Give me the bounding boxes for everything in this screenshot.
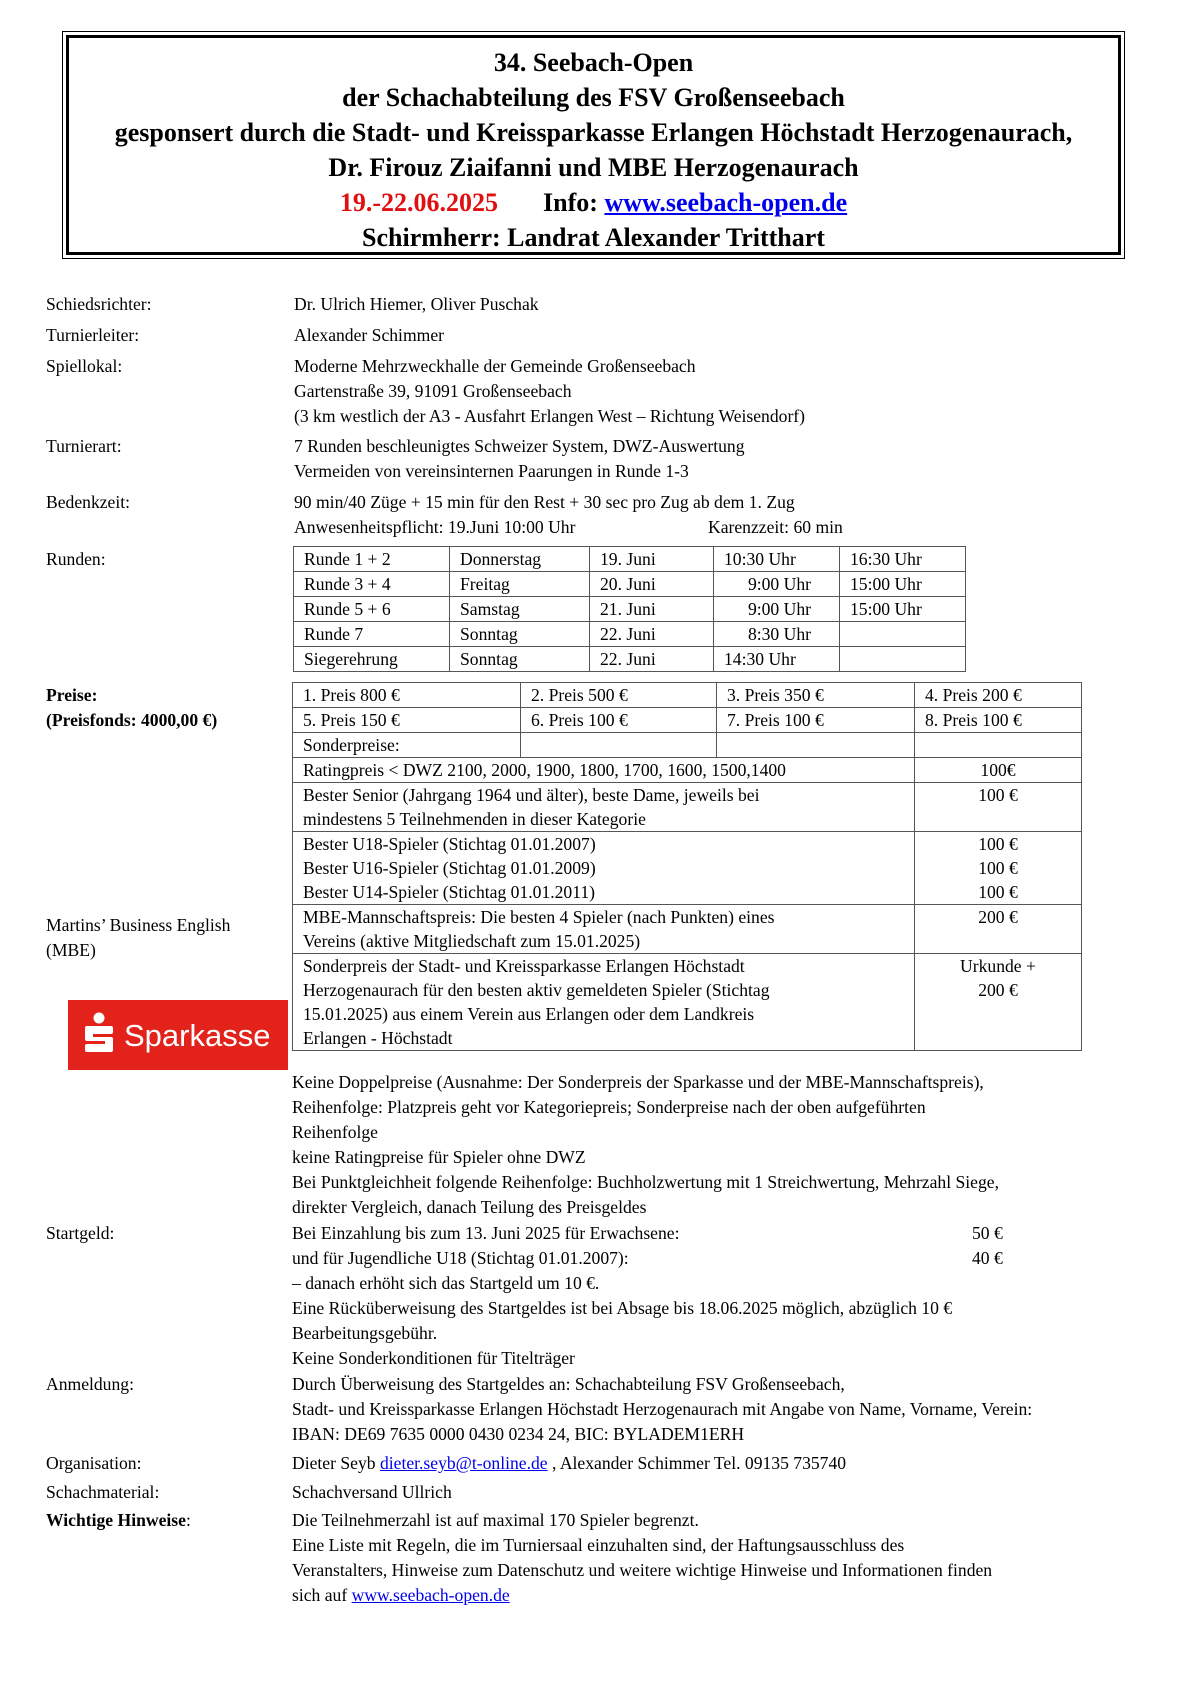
sparkasse-s-icon bbox=[82, 1012, 116, 1058]
table-row bbox=[294, 547, 966, 572]
header-dates: 19.-22.06.2025 bbox=[339, 188, 499, 217]
rounds-table bbox=[293, 546, 966, 672]
rounds-cell: Samstag bbox=[450, 597, 590, 622]
mbe-value: 200 € bbox=[915, 905, 1082, 954]
rounds-cell: Runde 5 + 6 bbox=[294, 597, 450, 622]
anmeldung-line: Stadt- und Kreissparkasse Erlangen Höchstadt Herzogenaurach mit Angabe von Name, Vorname, Verein: bbox=[292, 1399, 1033, 1419]
turnierart-line: 7 Runden beschleunigtes Schweizer System, DWZ-Auswertung bbox=[294, 436, 745, 456]
runden-label: Runden: bbox=[46, 549, 106, 569]
senior-value: 100 € bbox=[915, 783, 1082, 832]
turnierart-value bbox=[294, 434, 1154, 484]
spiellokal-label: Spiellokal: bbox=[46, 356, 123, 376]
rounds-cell: 22. Juni bbox=[590, 622, 714, 647]
anmeldung-line: Durch Überweisung des Startgeldes an: Schachabteilung FSV Großenseebach, bbox=[292, 1374, 845, 1394]
preise-label: Preise: bbox=[46, 685, 98, 705]
mbe-line: Vereins (aktive Mitgliedschaft zum 15.01.2025) bbox=[303, 931, 641, 951]
youth-line: Bester U18-Spieler (Stichtag 01.01.2007) bbox=[303, 834, 596, 854]
sparkasse-desc bbox=[293, 954, 915, 1051]
rounds-cell: Runde 7 bbox=[294, 622, 450, 647]
anwesenheit-line bbox=[294, 515, 1154, 540]
startgeld-line: Eine Rücküberweisung des Startgeldes ist bei Absage bis 18.06.2025 möglich, abzüglich 10 € bbox=[292, 1298, 953, 1318]
table-row bbox=[294, 647, 966, 672]
rounds-cell: Runde 1 + 2 bbox=[294, 547, 450, 572]
sparkasse-logo-text: Sparkasse bbox=[124, 1017, 271, 1053]
sparkasse-line: Sonderpreis der Stadt- und Kreissparkasse Erlangen Höchstadt bbox=[303, 956, 745, 976]
rounds-cell: 9:00 Uhr bbox=[714, 572, 840, 597]
prize-cell: 3. Preis 350 € bbox=[717, 683, 915, 708]
rounds-cell: 15:00 Uhr bbox=[840, 597, 966, 622]
mbe-label-line: Martins’ Business English bbox=[46, 915, 231, 935]
hinweise-value bbox=[292, 1508, 1172, 1608]
sparkasse-value-line: Urkunde + bbox=[960, 956, 1036, 976]
empty-cell bbox=[915, 733, 1082, 758]
hinweise-colon: : bbox=[185, 1510, 191, 1530]
table-row bbox=[293, 905, 1082, 954]
table-row bbox=[293, 954, 1082, 1051]
anmeldung-value bbox=[292, 1372, 1172, 1447]
prize-cell: 5. Preis 150 € bbox=[293, 708, 521, 733]
hinweise-line bbox=[292, 1583, 1172, 1608]
sparkasse-line: Erlangen - Höchstadt bbox=[303, 1028, 453, 1048]
rounds-cell: 22. Juni bbox=[590, 647, 714, 672]
startgeld-line: Keine Sonderkonditionen für Titelträger bbox=[292, 1348, 575, 1368]
table-row bbox=[293, 683, 1082, 708]
schachmaterial-value: Schachversand Ullrich bbox=[292, 1482, 452, 1502]
karenzzeit: Karenzzeit: 60 min bbox=[708, 517, 843, 537]
empty-cell bbox=[521, 733, 717, 758]
organisation-value bbox=[292, 1451, 1172, 1476]
turnierleiter-value: Alexander Schimmer bbox=[294, 325, 444, 345]
sparkasse-logo bbox=[68, 1000, 288, 1070]
senior-desc bbox=[293, 783, 915, 832]
sparkasse-value-line: 200 € bbox=[978, 980, 1018, 1000]
note-line: keine Ratingpreise für Spieler ohne DWZ bbox=[292, 1147, 586, 1167]
hinweise-label bbox=[46, 1508, 286, 1533]
sparkasse-value bbox=[915, 954, 1082, 1051]
turnierleiter-label: Turnierleiter: bbox=[46, 325, 140, 345]
table-row bbox=[293, 758, 1082, 783]
rounds-cell: Freitag bbox=[450, 572, 590, 597]
senior-line: mindestens 5 Teilnehmenden in dieser Kategorie bbox=[303, 809, 646, 829]
prize-table bbox=[292, 682, 1082, 1051]
startgeld-youth-amount: 40 € bbox=[972, 1248, 1003, 1268]
startgeld-line: Bearbeitungsgebühr. bbox=[292, 1323, 438, 1343]
turnierart-label: Turnierart: bbox=[46, 436, 122, 456]
youth-value: 100 € bbox=[978, 882, 1018, 902]
rounds-cell bbox=[840, 622, 966, 647]
rounds-cell: Siegerehrung bbox=[294, 647, 450, 672]
youth-value: 100 € bbox=[978, 834, 1018, 854]
prize-cell: 2. Preis 500 € bbox=[521, 683, 717, 708]
hinweise-line: Die Teilnehmerzahl ist auf maximal 170 Spieler begrenzt. bbox=[292, 1510, 699, 1530]
rounds-cell bbox=[840, 647, 966, 672]
bedenkzeit-label: Bedenkzeit: bbox=[46, 492, 131, 512]
startgeld-line: – danach erhöht sich das Startgeld um 10 €. bbox=[292, 1273, 600, 1293]
table-row bbox=[294, 572, 966, 597]
header-patron: Schirmherr: Landrat Alexander Tritthart bbox=[362, 223, 825, 252]
rounds-cell: Donnerstag bbox=[450, 547, 590, 572]
header-info-link[interactable]: www.seebach-open.de bbox=[604, 188, 848, 217]
spiellokal-line: Gartenstraße 39, 91091 Großenseebach bbox=[294, 381, 572, 401]
schiedsrichter-value: Dr. Ulrich Hiemer, Oliver Puschak bbox=[294, 294, 539, 314]
header-date-line bbox=[69, 185, 1118, 220]
senior-line: Bester Senior (Jahrgang 1964 und älter), beste Dame, jeweils bei bbox=[303, 785, 760, 805]
rounds-cell: 8:30 Uhr bbox=[714, 622, 840, 647]
youth-values bbox=[915, 832, 1082, 905]
table-row bbox=[293, 733, 1082, 758]
table-row bbox=[293, 832, 1082, 905]
hinweise-website-link[interactable]: www.seebach-open.de bbox=[351, 1585, 510, 1605]
rounds-cell: 9:00 Uhr bbox=[714, 597, 840, 622]
ratingpreis-value: 100€ bbox=[915, 758, 1082, 783]
rounds-cell: Runde 3 + 4 bbox=[294, 572, 450, 597]
header-box bbox=[62, 31, 1125, 259]
prize-cell: 8. Preis 100 € bbox=[915, 708, 1082, 733]
note-line: direkter Vergleich, danach Teilung des Preisgeldes bbox=[292, 1197, 647, 1217]
hinweise-link-prefix: sich auf bbox=[292, 1585, 352, 1605]
header-inner bbox=[66, 35, 1121, 255]
anwesenheitspflicht: Anwesenheitspflicht: 19.Juni 10:00 Uhr bbox=[294, 517, 576, 537]
header-info-label: Info: bbox=[543, 188, 598, 217]
bedenkzeit-line: 90 min/40 Züge + 15 min für den Rest + 30 sec pro Zug ab dem 1. Zug bbox=[294, 492, 795, 512]
rounds-cell: 15:00 Uhr bbox=[840, 572, 966, 597]
header-title: 34. Seebach-Open bbox=[493, 48, 694, 77]
ratingpreis-desc: Ratingpreis < DWZ 2100, 2000, 1900, 1800, 1700, 1600, 1500,1400 bbox=[293, 758, 915, 783]
note-line: Reihenfolge bbox=[292, 1122, 378, 1142]
rounds-cell: 14:30 Uhr bbox=[714, 647, 840, 672]
schachmaterial-label: Schachmaterial: bbox=[46, 1482, 160, 1502]
anmeldung-label: Anmeldung: bbox=[46, 1374, 134, 1394]
rounds-cell: 21. Juni bbox=[590, 597, 714, 622]
note-line: Keine Doppelpreise (Ausnahme: Der Sonderpreis der Sparkasse und der MBE-Mannschaftspreis), bbox=[292, 1072, 984, 1092]
startgeld-line bbox=[292, 1246, 1172, 1271]
sparkasse-line: 15.01.2025) aus einem Verein aus Erlangen oder dem Landkreis bbox=[303, 1004, 755, 1024]
table-row bbox=[294, 597, 966, 622]
table-row bbox=[294, 622, 966, 647]
spiellokal-line: (3 km westlich der A3 - Ausfahrt Erlangen West – Richtung Weisendorf) bbox=[294, 406, 806, 426]
rounds-cell: Sonntag bbox=[450, 622, 590, 647]
rounds-cell: Sonntag bbox=[450, 647, 590, 672]
rounds-cell: 10:30 Uhr bbox=[714, 547, 840, 572]
sonderpreise-header: Sonderpreise: bbox=[293, 733, 521, 758]
mbe-label bbox=[46, 913, 286, 963]
prize-cell: 6. Preis 100 € bbox=[521, 708, 717, 733]
spiellokal-line: Moderne Mehrzweckhalle der Gemeinde Großenseebach bbox=[294, 356, 696, 376]
prize-notes bbox=[292, 1070, 1172, 1220]
prize-cell: 4. Preis 200 € bbox=[915, 683, 1082, 708]
schiedsrichter-label: Schiedsrichter: bbox=[46, 294, 152, 314]
hinweise-line: Veranstalters, Hinweise zum Datenschutz und weitere wichtige Hinweise und Informationen finden bbox=[292, 1560, 993, 1580]
rounds-cell: 20. Juni bbox=[590, 572, 714, 597]
youth-line: Bester U16-Spieler (Stichtag 01.01.2009) bbox=[303, 858, 596, 878]
startgeld-adult: Bei Einzahlung bis zum 13. Juni 2025 für Erwachsene: bbox=[292, 1223, 680, 1243]
rounds-cell: 16:30 Uhr bbox=[840, 547, 966, 572]
table-row bbox=[293, 708, 1082, 733]
anmeldung-line: IBAN: DE69 7635 0000 0430 0234 24, BIC: BYLADEM1ERH bbox=[292, 1424, 745, 1444]
empty-cell bbox=[717, 733, 915, 758]
startgeld-adult-amount: 50 € bbox=[972, 1223, 1003, 1243]
hinweise-line: Eine Liste mit Regeln, die im Turniersaal einzuhalten sind, der Haftungsausschluss des bbox=[292, 1535, 905, 1555]
header-sponsor-2: Dr. Firouz Ziaifanni und MBE Herzogenaurach bbox=[328, 153, 859, 182]
table-row bbox=[293, 783, 1082, 832]
startgeld-label: Startgeld: bbox=[46, 1223, 115, 1243]
organisation-email-link[interactable]: dieter.seyb@t-online.de bbox=[379, 1453, 548, 1473]
hinweise-label-text: Wichtige Hinweise bbox=[46, 1510, 186, 1530]
sparkasse-line: Herzogenaurach für den besten aktiv gemeldeten Spieler (Stichtag bbox=[303, 980, 770, 1000]
startgeld-value bbox=[292, 1221, 1172, 1371]
spiellokal-value bbox=[294, 354, 1154, 429]
rounds-cell: 19. Juni bbox=[590, 547, 714, 572]
note-line: Reihenfolge: Platzpreis geht vor Kategoriepreis; Sonderpreise nach der oben aufgeführten bbox=[292, 1097, 926, 1117]
header-sponsor: gesponsert durch die Stadt- und Kreissparkasse Erlangen Höchstadt Herzogenaurach, bbox=[114, 118, 1073, 147]
youth-desc bbox=[293, 832, 915, 905]
mbe-label-line: (MBE) bbox=[46, 940, 96, 960]
youth-line: Bester U14-Spieler (Stichtag 01.01.2011) bbox=[303, 882, 596, 902]
youth-value: 100 € bbox=[978, 858, 1018, 878]
startgeld-youth: und für Jugendliche U18 (Stichtag 01.01.2007): bbox=[292, 1248, 629, 1268]
mbe-desc bbox=[293, 905, 915, 954]
header-subtitle: der Schachabteilung des FSV Großenseebach bbox=[342, 83, 845, 112]
turnierart-line: Vermeiden von vereinsinternen Paarungen in Runde 1-3 bbox=[294, 461, 689, 481]
bedenkzeit-value bbox=[294, 490, 1154, 540]
organisation-rest: , Alexander Schimmer Tel. 09135 735740 bbox=[547, 1453, 847, 1473]
organisation-label: Organisation: bbox=[46, 1453, 142, 1473]
preisfonds-label: (Preisfonds: 4000,00 €) bbox=[46, 710, 218, 730]
prize-cell: 1. Preis 800 € bbox=[293, 683, 521, 708]
mbe-line: MBE-Mannschaftspreis: Die besten 4 Spieler (nach Punkten) eines bbox=[303, 907, 775, 927]
note-line: Bei Punktgleichheit folgende Reihenfolge: Buchholzwertung mit 1 Streichwertung, Mehrzahl Siege, bbox=[292, 1172, 999, 1192]
prize-cell: 7. Preis 100 € bbox=[717, 708, 915, 733]
organisation-name: Dieter Seyb bbox=[292, 1453, 380, 1473]
startgeld-line bbox=[292, 1221, 1172, 1246]
